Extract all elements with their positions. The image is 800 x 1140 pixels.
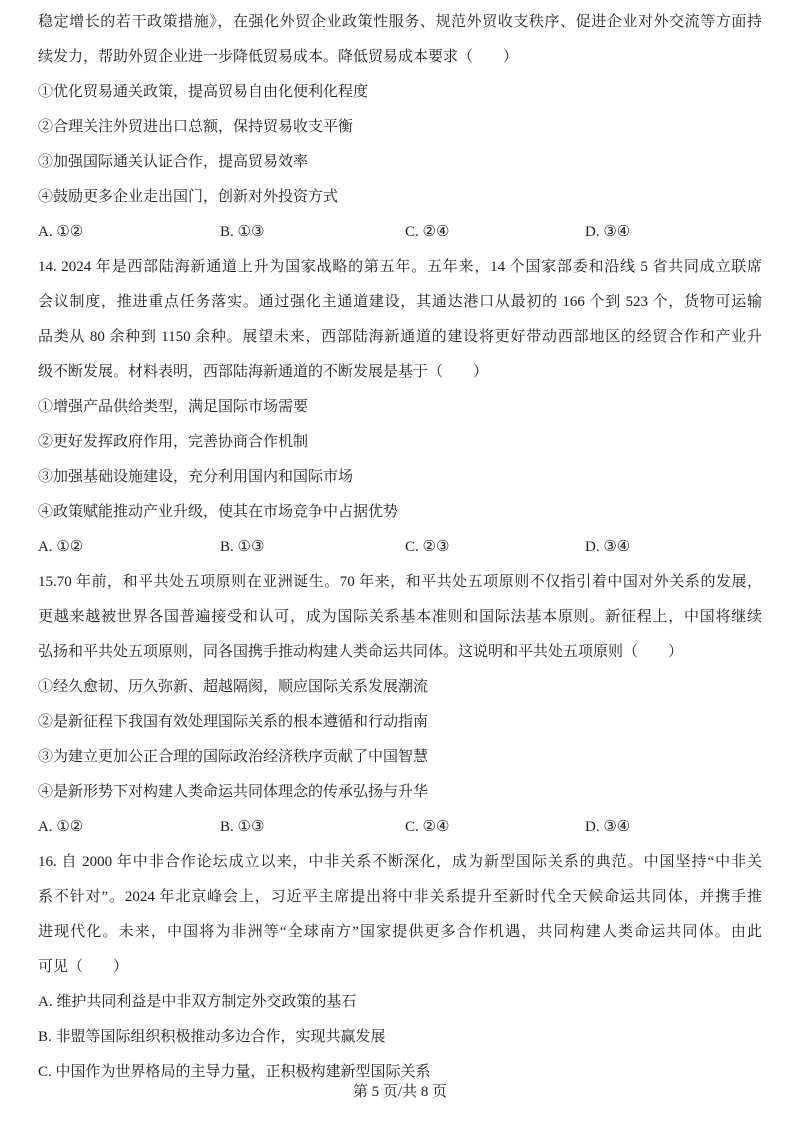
q15-items-line-3: ③为建立更加公正合理的国际政治经济秩序贡献了中国智慧 xyxy=(38,749,429,765)
q14-stem-line-4: 级不断发展。材料表明，西部陆海新通道的不断发展是基于（ ） xyxy=(38,364,489,380)
q13-items-line-1: ①优化贸易通关政策，提高贸易自由化便利化程度 xyxy=(38,84,369,100)
q13-options-row xyxy=(38,215,762,250)
q13-stem-line-1: 稳定增长的若干政策措施》，在强化外贸企业政策性服务、规范外贸收支秩序、促进企业对外交流等方面持 xyxy=(38,14,762,30)
q16-stem-line-4: 可见（ ） xyxy=(38,959,129,975)
q16-stem xyxy=(38,845,762,985)
q16-options xyxy=(38,985,762,1090)
q14-stem-line-2: 会议制度，推进重点任务落实。通过强化主通道建设，其通达港口从最初的 166 个到 523 个，货物可运输 xyxy=(38,294,762,310)
q15-stem-line-2: 更越来越被世界各国普遍接受和认可，成为国际关系基本准则和国际法基本原则。新征程上，中国将继续 xyxy=(38,609,762,625)
q15-stem xyxy=(38,565,762,670)
q13-options-c: C. ②④ xyxy=(405,224,450,240)
q16-stem-line-1: 16. 自 2000 年中非合作论坛成立以来，中非关系不断深化，成为新型国际关系的典范。中国坚持“中非关 xyxy=(38,854,762,870)
q13-options xyxy=(38,215,762,250)
q14-items-line-4: ④政策赋能推动产业升级，使其在市场竞争中占据优势 xyxy=(38,504,399,520)
q14-items xyxy=(38,390,762,530)
q14-options-c: C. ②③ xyxy=(405,539,450,555)
q13-items-line-3: ③加强国际通关认证合作，提高贸易效率 xyxy=(38,154,309,170)
q15-options-a: A. ①② xyxy=(38,819,84,835)
q15-options-d: D. ③④ xyxy=(585,819,631,835)
q15-items-line-2: ②是新征程下我国有效处理国际关系的根本遵循和行动指南 xyxy=(38,714,429,730)
q13-items-line-4: ④鼓励更多企业走出国门，创新对外投资方式 xyxy=(38,189,339,205)
q15-items-line-1: ①经久愈韧、历久弥新、超越隔阂，顺应国际关系发展潮流 xyxy=(38,679,429,695)
q14-options-b: B. ①③ xyxy=(220,539,265,555)
q15-options-c: C. ②④ xyxy=(405,819,450,835)
page-number: 第 5 页/共 8 页 xyxy=(352,1084,448,1100)
q15-stem-line-3: 弘扬和平共处五项原则，同各国携手推动构建人类命运共同体。这说明和平共处五项原则（ ） xyxy=(38,644,684,660)
q13-options-a: A. ①② xyxy=(38,224,84,240)
q16-options-line-2: B. 非盟等国际组织积极推动多边合作，实现共赢发展 xyxy=(38,1029,386,1045)
q13-items-line-2: ②合理关注外贸进出口总额，保持贸易收支平衡 xyxy=(38,119,354,135)
q15-options-b: B. ①③ xyxy=(220,819,265,835)
q14-stem-line-1: 14. 2024 年是西部陆海新通道上升为国家战略的第五年。五年来，14 个国家部委和沿线 5 省共同成立联席 xyxy=(38,259,762,275)
q14-options-row xyxy=(38,530,762,565)
q16-stem-line-2: 系不针对”。2024 年北京峰会上，习近平主席提出将中非关系提升至新时代全天候命运共同体，并携手推 xyxy=(38,889,762,905)
q16-options-line-1: A. 维护共同利益是中非双方制定外交政策的基石 xyxy=(38,994,357,1010)
q13-items xyxy=(38,75,762,215)
q14-items-line-2: ②更好发挥政府作用，完善协商合作机制 xyxy=(38,434,309,450)
q14-options xyxy=(38,530,762,565)
q15-stem-line-1: 15.70 年前，和平共处五项原则在亚洲诞生。70 年来，和平共处五项原则不仅指引着中国对外关系的发展， xyxy=(38,574,762,590)
q14-stem xyxy=(38,250,762,390)
q14-items-line-3: ③加强基础设施建设，充分利用国内和国际市场 xyxy=(38,469,354,485)
q14-items-line-1: ①增强产品供给类型，满足国际市场需要 xyxy=(38,399,309,415)
q16-options-line-3: C. 中国作为世界格局的主导力量，正积极构建新型国际关系 xyxy=(38,1064,431,1080)
q13-stem-line-2: 续发力，帮助外贸企业进一步降低贸易成本。降低贸易成本要求（ ） xyxy=(38,49,519,65)
q15-options xyxy=(38,810,762,845)
q15-options-row xyxy=(38,810,762,845)
q13-stem xyxy=(38,5,762,75)
q16-stem-line-3: 进现代化。未来，中国将为非洲等“全球南方”国家提供更多合作机遇，共同构建人类命运共同体。由此 xyxy=(38,924,762,940)
q15-items xyxy=(38,670,762,810)
q14-stem-line-3: 品类从 80 余种到 1150 余种。展望未来，西部陆海新通道的建设将更好带动西部地区的经贸合作和产业升 xyxy=(38,329,762,345)
q13-options-d: D. ③④ xyxy=(585,224,631,240)
q15-items-line-4: ④是新形势下对构建人类命运共同体理念的传承弘扬与升华 xyxy=(38,784,429,800)
q14-options-a: A. ①② xyxy=(38,539,84,555)
q14-options-d: D. ③④ xyxy=(585,539,631,555)
q13-options-b: B. ①③ xyxy=(220,224,265,240)
